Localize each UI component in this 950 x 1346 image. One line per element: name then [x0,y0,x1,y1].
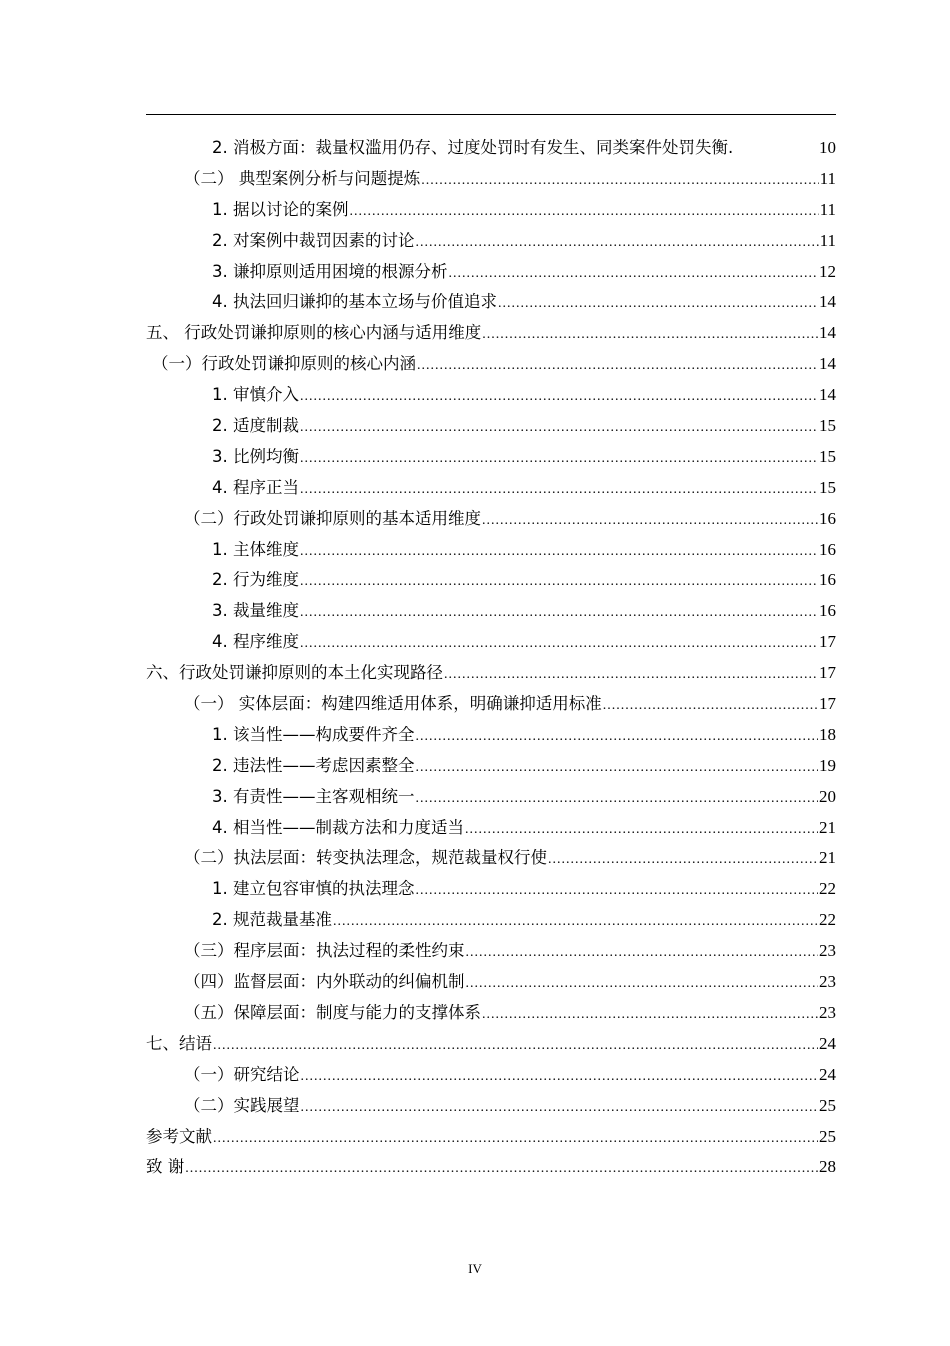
toc-entry-title: 五、 行政处罚谦抑原则的核心内涵与适用维度 [146,323,482,343]
toc-entry-title: 3. 比例均衡 [212,446,299,466]
toc-entry-page: 24 [819,1033,836,1053]
toc-entry[interactable] [146,381,836,412]
toc-entry[interactable] [146,350,836,381]
toc-leader-dots [603,698,818,714]
toc-leader-dots [185,1161,818,1177]
toc-entry-title: 1. 主体维度 [212,539,299,559]
toc-entry[interactable] [146,288,836,319]
table-of-contents [146,134,836,1184]
toc-entry-page: 21 [819,817,836,837]
toc-leader-dots [301,1100,819,1116]
toc-entry[interactable] [146,690,836,721]
toc-entry-page: 16 [819,601,836,621]
toc-entry-title: 3. 裁量维度 [212,601,299,621]
toc-entry-title: （一）行政处罚谦抑原则的核心内涵 [152,354,416,374]
toc-entry-title: 4. 执法回归谦抑的基本立场与价值追求 [212,292,497,312]
toc-entry-title: 3. 有责性——主客观相统一 [212,786,415,806]
toc-entry-page: 23 [819,972,836,992]
toc-entry-page: 15 [819,477,836,497]
toc-entry-title: 4. 程序正当 [212,477,299,497]
toc-entry-page: 14 [819,292,836,312]
toc-entry[interactable] [146,536,836,567]
toc-entry[interactable] [146,659,836,690]
toc-entry[interactable] [146,319,836,350]
toc-leader-dots [301,1069,819,1085]
header-rule [146,114,836,115]
toc-leader-dots [548,852,818,868]
toc-entry[interactable] [146,999,836,1030]
toc-entry[interactable] [146,412,836,443]
toc-leader-dots [416,760,819,776]
toc-entry-title: 2. 对案例中裁罚因素的讨论 [212,230,415,250]
toc-entry[interactable] [146,196,836,227]
toc-entry-page: 14 [819,323,836,343]
toc-entry[interactable] [146,814,836,845]
toc-entry-page: 18 [819,724,836,744]
toc-entry[interactable] [146,844,836,875]
toc-entry[interactable] [146,474,836,505]
toc-entry-title: （二）执法层面：转变执法理念，规范裁量权行使 [184,848,547,868]
toc-entry[interactable] [146,566,836,597]
page-number: IV [468,1261,482,1276]
toc-entry-title: （三）程序层面：执法过程的柔性约束 [184,941,465,961]
toc-entry-title: 2. 行为维度 [212,570,299,590]
toc-entry-page: 19 [819,755,836,775]
toc-leader-dots [416,729,819,745]
toc-leader-dots [482,327,818,343]
toc-entry[interactable] [146,505,836,536]
toc-leader-dots [333,914,818,930]
toc-entry-page: 22 [819,879,836,899]
toc-entry[interactable] [146,752,836,783]
toc-leader-dots [350,204,819,220]
toc-entry-title: 参考文献 [146,1126,212,1146]
toc-entry-page: 11 [819,230,836,250]
toc-entry[interactable] [146,258,836,289]
toc-leader-dots [300,451,818,467]
toc-leader-dots [416,883,819,899]
toc-entry-page: 24 [819,1064,836,1084]
toc-leader-dots [466,945,819,961]
toc-entry-title: 六、行政处罚谦抑原则的本土化实现路径 [146,663,443,683]
toc-leader-dots [300,420,818,436]
toc-entry-page: 28 [819,1157,836,1177]
toc-entry[interactable] [146,628,836,659]
toc-entry-page: 11 [819,168,836,188]
toc-leader-dots [213,1131,818,1147]
toc-leader-dots [482,1007,818,1023]
toc-entry[interactable] [146,165,836,196]
toc-entry-page: 25 [819,1126,836,1146]
toc-leader-dots [300,544,818,560]
toc-entry[interactable] [146,1030,836,1061]
toc-entry-page: 16 [819,570,836,590]
toc-entry[interactable] [146,597,836,628]
toc-entry[interactable] [146,906,836,937]
toc-entry-page: 12 [819,261,836,281]
toc-entry-page: 16 [819,539,836,559]
toc-entry-title: 1. 该当性——构成要件齐全 [212,724,415,744]
toc-leader-dots [417,358,818,374]
toc-entry-page: 17 [819,632,836,652]
toc-entry-page: 10 [819,138,836,157]
toc-entry-title: （二） 典型案例分析与问题提炼 [184,168,421,188]
toc-entry-page: 14 [819,385,836,405]
toc-entry[interactable] [146,1123,836,1154]
toc-entry-page: 15 [819,446,836,466]
toc-entry-title: 3. 谦抑原则适用困境的根源分析 [212,261,448,281]
toc-entry-title: 七、结语 [146,1033,212,1053]
toc-leader-dots [213,1038,818,1054]
toc-entry-title: （四）监督层面：内外联动的纠偏机制 [184,972,465,992]
toc-leader-dots [466,976,819,992]
toc-entry-title: （五）保障层面：制度与能力的支撑体系 [184,1002,481,1022]
toc-entry-page: 14 [819,354,836,374]
toc-entry[interactable] [146,1061,836,1092]
toc-entry-page: 23 [819,941,836,961]
toc-entry[interactable] [146,1092,836,1123]
toc-entry-title: （二）实践展望 [184,1095,300,1115]
toc-entry[interactable] [146,968,836,999]
toc-entry-page: 15 [819,416,836,436]
toc-leader-dots [482,513,818,529]
toc-entry-page: 20 [819,786,836,806]
toc-entry-title: 2. 规范裁量基准 [212,910,332,930]
toc-entry[interactable] [146,875,836,906]
toc-entry-title: 2. 适度制裁 [212,416,299,436]
toc-leader-dots [300,636,818,652]
toc-entry-title: 2. 消极方面：裁量权滥用仍存、过度处罚时有发生、同类案件处罚失衡. [212,138,734,157]
toc-leader-dots [300,574,818,590]
toc-leader-dots [421,173,818,189]
toc-entry-title: 1. 据以讨论的案例 [212,199,349,219]
toc-entry[interactable] [146,227,836,258]
toc-leader-dots [300,389,818,405]
toc-entry-page: 22 [819,910,836,930]
toc-entry-title: （一）研究结论 [184,1064,300,1084]
toc-entry-page: 16 [819,508,836,528]
toc-entry-page: 17 [819,663,836,683]
toc-leader-dots [498,296,818,312]
toc-leader-dots [300,605,818,621]
toc-entry[interactable] [146,134,836,165]
toc-entry-page: 21 [819,848,836,868]
toc-leader-dots [449,266,819,282]
toc-leader-dots [416,235,819,251]
toc-entry-page: 25 [819,1095,836,1115]
toc-entry-page: 17 [819,694,836,714]
toc-entry[interactable] [146,721,836,752]
toc-entry[interactable] [146,937,836,968]
toc-leader-dots [465,822,818,838]
toc-entry[interactable] [146,1153,836,1184]
toc-entry-title: （一） 实体层面：构建四维适用体系，明确谦抑适用标准 [184,694,602,714]
toc-entry-title: 2. 违法性——考虑因素整全 [212,755,415,775]
toc-entry-title: 4. 相当性——制裁方法和力度适当 [212,817,464,837]
toc-leader-dots [444,667,818,683]
toc-entry[interactable] [146,783,836,814]
toc-leader-dots [300,482,818,498]
toc-leader-dots [416,791,819,807]
toc-entry-title: 1. 建立包容审慎的执法理念 [212,879,415,899]
toc-entry-page: 23 [819,1002,836,1022]
toc-entry-title: （二）行政处罚谦抑原则的基本适用维度 [184,508,481,528]
toc-entry-title: 4. 程序维度 [212,632,299,652]
toc-entry[interactable] [146,443,836,474]
toc-entry-page: 11 [819,199,836,219]
toc-entry-title: 1. 审慎介入 [212,385,299,405]
toc-entry-title: 致 谢 [146,1157,185,1177]
